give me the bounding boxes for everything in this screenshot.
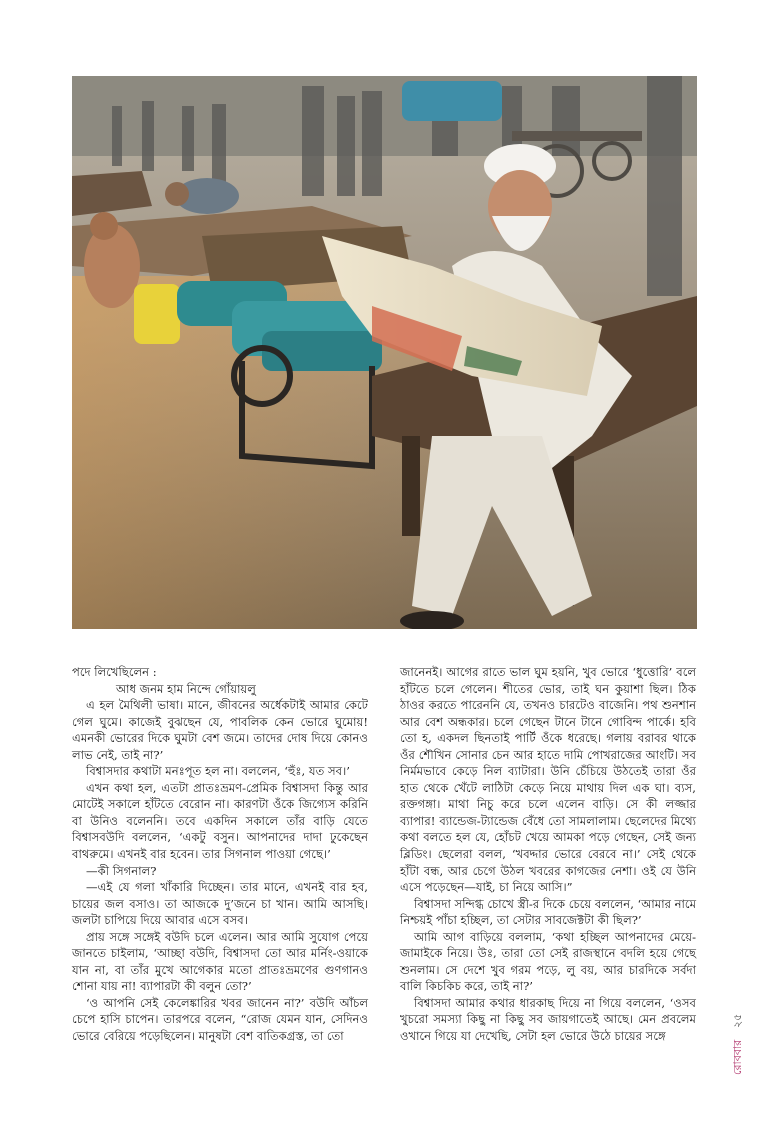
right-text-column	[400, 664, 696, 1045]
paragraph: ‘ও আপনি সেই কেলেঙ্কারির খবর জানেন না?’ বউদি আঁচল চেপে হাসি চাপেন। তারপরে বলেন, “রোজ যেমন যান, সেদিনও ভোরে বেরিয়ে পড়েছিলেন। মানুষটা বেশ বাতিকগ্রস্ত, তা তো	[72, 995, 368, 1044]
paragraph: —এই যে গলা খাঁকারি দিচ্ছেন। তার মানে, এখনই বার হব, চায়ের জল বসাও। তা আজকে দু’জনে চা খান। আমি আসছি। জলটা চাপিয়ে দিয়ে আবার এসে বসব।	[72, 880, 368, 928]
paragraph: এ হল মৈথিলী ভাষা। মানে, জীবনের অর্ধেকটাই আমার কেটে গেল ঘুমে। কাজেই বুঝছেন যে, পাবলিক কেন ভোরে ঘুমোয়! এমনকী ভোরের দিকে ঘুমটা বেশ জমে। তাদের দোষ দিয়ে কোনও লাভ নেই, তাই না?’	[72, 698, 368, 762]
paragraph: বিশ্বাসদা আমার কথার ধারকাছ দিয়ে না গিয়ে বললেন, ‘ওসব খুচরো সমস্যা কিছু না কিছু সব জায়গাতেই আছে। মেন প্রবলেম ওখানে গিয়ে যা দেখেছি, সেটা হল ভোরে উঠে চায়ের সঙ্গে	[400, 995, 696, 1044]
paragraph: এখন কথা হল, এতটা প্রাতঃভ্রমণ-প্রেমিক বিশ্বাসদা কিন্তু আর মোটেই সকালে হাঁটতে বেরোন না। কারণটা ওঁকে জিগ্যেস করিনি বা উনিও বলেননি। তবে একদিন সকালে তাঁর বাড়ি যেতে বিশ্বাসবউদি বললেন, ‘একটু বসুন। আপনাদের দাদা ঢুকেছেন বাথরুমে। এখনই বার হবেন। তার সিগনাল পাওয়া গেছে।’	[72, 780, 368, 862]
paragraph: জানেনই। আগের রাতে ভাল ঘুম হয়নি, খুব ভোরে ‘ধুত্তোরি’ বলে হাঁটতে চলে গেলেন। শীতের ভোর, তাই ঘন কুয়াশা ছিল। ঠিক ঠাওর করতে পারেননি যে, তখনও চারটেও বাজেনি। পথ শুনশান আর বেশ অন্ধকার। চলে গেছেন টানে টানে গোবিন্দ পার্কে। হবি তো হ, একদল ছিনতাই পার্টি ওঁকে ধরেছে। গলায় বরাবর থাকে ওঁর শৌখিন সোনার চেন আর হাতে দামি পোখরাজের আংটি। সব নির্মমভাবে কেড়ে নিল ব্যাটারা। উনি চেঁচিয়ে উঠতেই তারা ওঁর হাত থেকে খেঁটে লাঠিটা কেড়ে নিয়ে মাথায় দিল এক ঘা। ব্যস, রক্তগঙ্গা। মাথা নিচু করে চলে এলেন বাড়ি। সে কী লজ্জার ব্যাপার! ব্যান্ডেজ-ট্যান্ডেজ বেঁধে তো সামলালাম। ছেলেদের মিথ্যে কথা বলতে হল যে, হোঁচট খেয়ে আমকা পড়ে গেছেন, সেই জন্য ব্লিডিং। ছেলেরা বলল, ‘খবদ্দার ভোরে বেরবে না।’ সেই থেকে হাঁটা বন্ধ, আর চেগে উঠল খবরের কাগজের নেশা। ওই যে উনি এসে পড়েছেন—যাই, চা নিয়ে আসি।”	[400, 665, 696, 895]
paragraph: বিশ্বাসদা সন্দিগ্ধ চোখে স্ত্রী-র দিকে চেয়ে বললেন, ‘আমার নামে নিশ্চয়ই পাঁচা হচ্ছিল, তা সেটার সাবজেক্টটা কী ছিল?’	[400, 896, 697, 928]
paragraph: পদে লিখেছিলেন :	[72, 665, 157, 679]
page-number: ২৫	[731, 1014, 744, 1029]
page-footer	[729, 1014, 748, 1075]
paragraph: প্রায় সঙ্গে সঙ্গেই বউদি চলে এলেন। আর আমি সুযোগ পেয়ে জানতে চাইলাম, ‘আচ্ছা বউদি, বিশ্বাসদা তো আর মর্নিং-ওয়াকে যান না, বা তাঁর মুখে আগেকার মতো প্রাতঃভ্রমণের গুণগানও শোনা যায় না! ব্যাপারটা কী বলুন তো?’	[72, 929, 368, 994]
verse-line: আধ জনম হাম নিন্দে গোঁয়ায়লু	[116, 681, 256, 696]
paragraph: আমি আগ বাড়িয়ে বললাম, ‘কথা হচ্ছিল আপনাদের মেয়ে-জামাইকে নিয়ে। উঃ, তারা তো সেই রাজস্থানে বদলি হয়ে গেছে শুনলাম। সে দেশে খুব গরম পড়ে, লু বয়, আর চারদিকে সর্বদা বালি কিচকিচ করে, তাই না?’	[400, 929, 696, 994]
paragraph: —কী সিগনাল?	[86, 863, 157, 878]
magazine-name: রোববার	[731, 1039, 744, 1075]
old-man-reading-newspaper-photo	[72, 76, 697, 629]
left-text-column	[72, 664, 368, 1045]
paragraph: বিশ্বাসদার কথাটা মনঃপূত হল না। বললেন, ‘হুঁঃ, যত সব।’	[86, 764, 350, 779]
